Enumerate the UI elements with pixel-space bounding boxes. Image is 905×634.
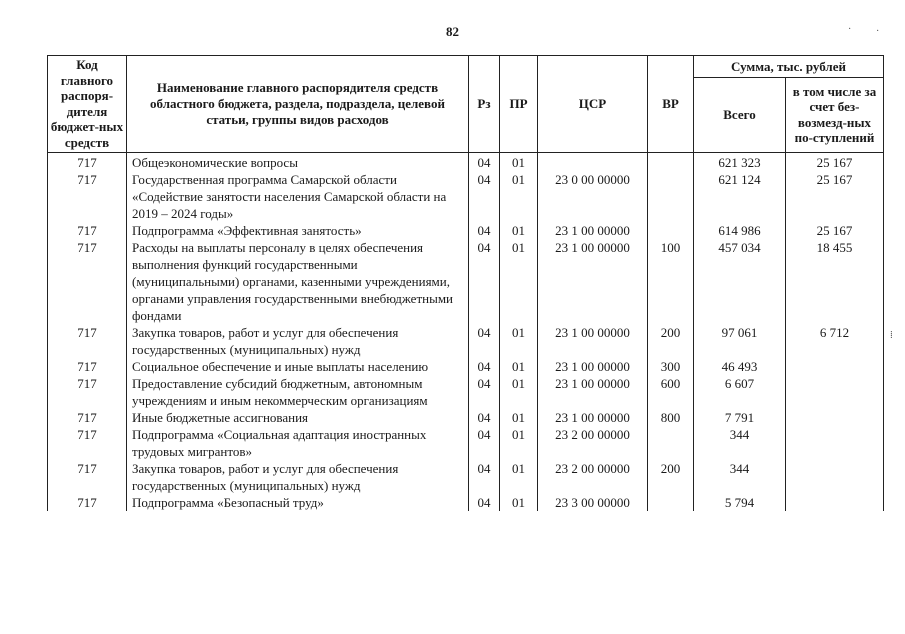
- cell-vr: [648, 426, 694, 460]
- cell-name: Общеэкономические вопросы: [127, 152, 469, 171]
- cell-rz: 04: [469, 460, 500, 494]
- table-header: [48, 56, 884, 153]
- cell-csr: 23 1 00 00000: [538, 239, 648, 324]
- cell-total: 344: [694, 426, 786, 460]
- cell-code: 717: [48, 239, 127, 324]
- table-row: [48, 239, 884, 324]
- cell-rz: 04: [469, 152, 500, 171]
- cell-total: 7 791: [694, 409, 786, 426]
- cell-name: Социальное обеспечение и иные выплаты населению: [127, 358, 469, 375]
- cell-free: [786, 375, 884, 409]
- table-row: [48, 460, 884, 494]
- header-rz: Рз: [469, 56, 500, 153]
- scan-speck: ·: [848, 24, 852, 35]
- cell-total: 344: [694, 460, 786, 494]
- cell-rz: 04: [469, 222, 500, 239]
- cell-rz: 04: [469, 358, 500, 375]
- cell-free: [786, 494, 884, 511]
- cell-vr: 200: [648, 324, 694, 358]
- cell-code: 717: [48, 324, 127, 358]
- cell-name: Подпрограмма «Социальная адаптация иностранных трудовых мигрантов»: [127, 426, 469, 460]
- cell-vr: 300: [648, 358, 694, 375]
- cell-code: 717: [48, 222, 127, 239]
- header-free: в том числе за счет без-возмезд-ных по-ступлений: [786, 78, 884, 153]
- table-row: [48, 409, 884, 426]
- cell-name: Закупка товаров, работ и услуг для обеспечения государственных (муниципальных) нужд: [127, 324, 469, 358]
- cell-pr: 01: [500, 152, 538, 171]
- cell-vr: [648, 494, 694, 511]
- header-vr: ВР: [648, 56, 694, 153]
- cell-pr: 01: [500, 222, 538, 239]
- cell-pr: 01: [500, 409, 538, 426]
- cell-rz: 04: [469, 239, 500, 324]
- cell-total: 46 493: [694, 358, 786, 375]
- cell-csr: 23 0 00 00000: [538, 171, 648, 222]
- cell-vr: 100: [648, 239, 694, 324]
- cell-pr: 01: [500, 375, 538, 409]
- cell-pr: 01: [500, 324, 538, 358]
- cell-name: Государственная программа Самарской области «Содействие занятости населения Самарской области на 2019 – 2024 годы»: [127, 171, 469, 222]
- header-sum-group: Сумма, тыс. рублей: [694, 56, 884, 78]
- cell-total: 457 034: [694, 239, 786, 324]
- cell-free: [786, 409, 884, 426]
- cell-code: 717: [48, 494, 127, 511]
- cell-rz: 04: [469, 171, 500, 222]
- table-row: [48, 324, 884, 358]
- cell-free: [786, 358, 884, 375]
- cell-name: Подпрограмма «Безопасный труд»: [127, 494, 469, 511]
- cell-code: 717: [48, 152, 127, 171]
- header-name: Наименование главного распорядителя средств областного бюджета, раздела, подраздела, целевой статьи, группы видов расходов: [127, 56, 469, 153]
- table-row: [48, 358, 884, 375]
- cell-csr: 23 1 00 00000: [538, 222, 648, 239]
- cell-rz: 04: [469, 426, 500, 460]
- cell-name: Расходы на выплаты персоналу в целях обеспечения выполнения функций государственными (муниципальными) органами, казенными учреждениями, органами управления государственными внебюджетными фондами: [127, 239, 469, 324]
- cell-csr: 23 2 00 00000: [538, 460, 648, 494]
- cell-total: 5 794: [694, 494, 786, 511]
- cell-total: 621 124: [694, 171, 786, 222]
- cell-name: Подпрограмма «Эффективная занятость»: [127, 222, 469, 239]
- cell-code: 717: [48, 426, 127, 460]
- cell-total: 6 607: [694, 375, 786, 409]
- cell-total: 614 986: [694, 222, 786, 239]
- header-total: Всего: [694, 78, 786, 153]
- cell-rz: 04: [469, 494, 500, 511]
- cell-name: Закупка товаров, работ и услуг для обеспечения государственных (муниципальных) нужд: [127, 460, 469, 494]
- table-row: [48, 222, 884, 239]
- cell-code: 717: [48, 375, 127, 409]
- cell-name: Иные бюджетные ассигнования: [127, 409, 469, 426]
- cell-vr: 200: [648, 460, 694, 494]
- cell-csr: 23 1 00 00000: [538, 409, 648, 426]
- cell-vr: 600: [648, 375, 694, 409]
- cell-csr: 23 1 00 00000: [538, 375, 648, 409]
- cell-pr: 01: [500, 171, 538, 222]
- budget-table-wrapper: [47, 55, 883, 511]
- cell-code: 717: [48, 409, 127, 426]
- cell-vr: [648, 171, 694, 222]
- cell-rz: 04: [469, 409, 500, 426]
- header-csr: ЦСР: [538, 56, 648, 153]
- header-code: Код главного распоря-дителя бюджет-ных средств: [48, 56, 127, 153]
- cell-free: [786, 460, 884, 494]
- cell-code: 717: [48, 358, 127, 375]
- cell-rz: 04: [469, 375, 500, 409]
- scan-speck: ⁞: [890, 330, 893, 341]
- table-row: [48, 494, 884, 511]
- table-row: [48, 171, 884, 222]
- cell-csr: 23 1 00 00000: [538, 324, 648, 358]
- cell-pr: 01: [500, 460, 538, 494]
- cell-pr: 01: [500, 494, 538, 511]
- cell-vr: [648, 222, 694, 239]
- cell-csr: 23 1 00 00000: [538, 358, 648, 375]
- cell-csr: 23 3 00 00000: [538, 494, 648, 511]
- cell-free: [786, 426, 884, 460]
- cell-free: 6 712: [786, 324, 884, 358]
- budget-table: [47, 55, 884, 511]
- cell-pr: 01: [500, 239, 538, 324]
- cell-vr: [648, 152, 694, 171]
- cell-code: 717: [48, 460, 127, 494]
- scan-speck: ·: [876, 26, 880, 37]
- cell-rz: 04: [469, 324, 500, 358]
- cell-csr: [538, 152, 648, 171]
- cell-code: 717: [48, 171, 127, 222]
- cell-pr: 01: [500, 426, 538, 460]
- cell-free: 18 455: [786, 239, 884, 324]
- cell-name: Предоставление субсидий бюджетным, автономным учреждениям и иным некоммерческим организациям: [127, 375, 469, 409]
- cell-csr: 23 2 00 00000: [538, 426, 648, 460]
- cell-total: 97 061: [694, 324, 786, 358]
- table-row: [48, 426, 884, 460]
- cell-vr: 800: [648, 409, 694, 426]
- cell-free: 25 167: [786, 171, 884, 222]
- table-row: [48, 375, 884, 409]
- table-body: [48, 152, 884, 511]
- cell-free: 25 167: [786, 222, 884, 239]
- table-row: [48, 152, 884, 171]
- header-pr: ПР: [500, 56, 538, 153]
- cell-pr: 01: [500, 358, 538, 375]
- page-number: 82: [446, 24, 459, 39]
- cell-free: 25 167: [786, 152, 884, 171]
- cell-total: 621 323: [694, 152, 786, 171]
